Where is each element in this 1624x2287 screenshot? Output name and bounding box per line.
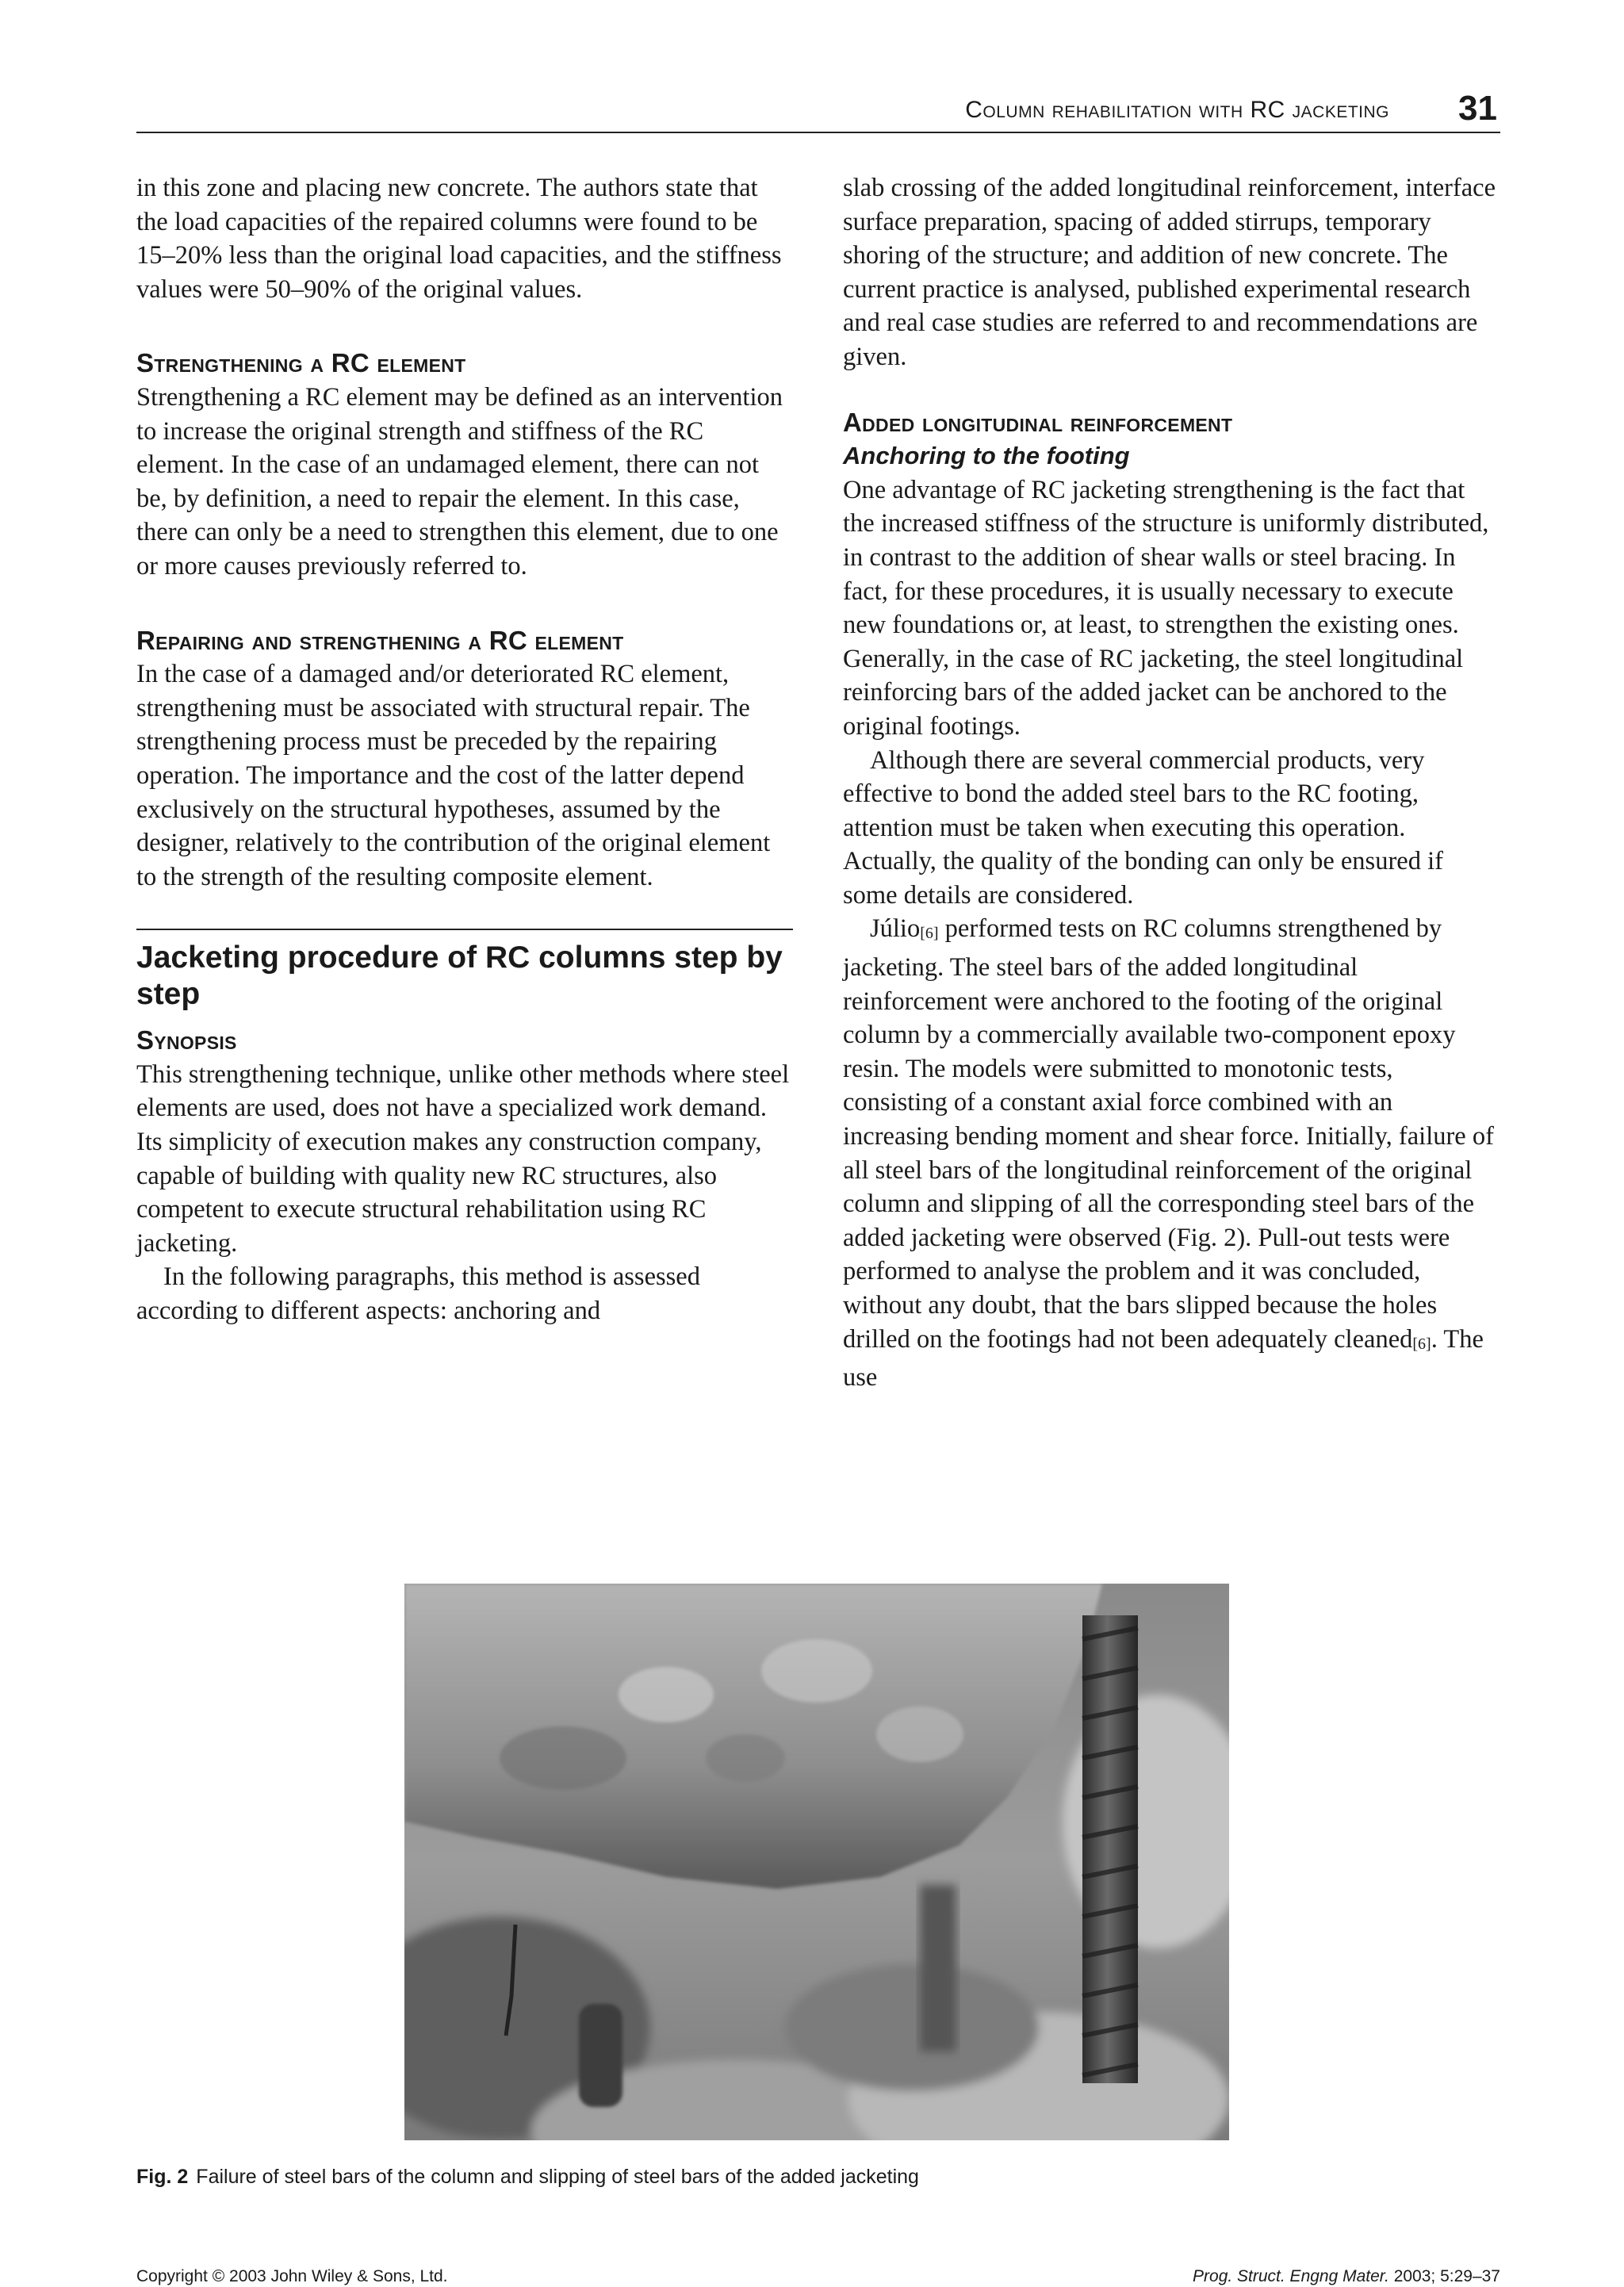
figure-caption	[136, 2163, 1500, 2190]
julio-tail: . The use	[843, 1324, 1484, 1393]
following-paragraph: In the following paragraphs, this method is assessed according to different aspects: anchoring and	[136, 1262, 700, 1326]
left-column	[136, 171, 793, 1328]
added-reinforcement-heading: Added longitudinal reinforcement	[843, 407, 1233, 437]
citation-ref: [6]	[920, 925, 939, 943]
section-divider	[136, 929, 793, 930]
author-name: Júlio	[870, 914, 921, 944]
julio-text: performed tests on RC columns strengthened by jacketing. The steel bars of the added longitudinal reinforcement were anchored to the footing of the original column by a commercially available two-component epoxy resin. The models were submitted to monotonic tests, consisting of a constant axial force combined with an increasing bending moment and shear force. Initially, failure of all steel bars of the longitudinal reinforcement of the original column and slipping of all the corresponding steel bars of the added jacketing were observed (Fig. 2). Pull-out tests were performed to analyse the problem and it was concluded, without any doubt, that the bars slipped because the holes drilled on the footings had not been adequately cleaned	[843, 914, 1494, 1354]
intro-paragraph: in this zone and placing new concrete. The authors state that the load capacities of the repaired columns were found to be 15–20% less than the original load capacities, and the stiffness values were 50–90% of the original values.	[136, 174, 782, 304]
section-title: Jacketing procedure of RC columns step by step	[136, 940, 783, 1012]
running-title: Column rehabilitation with RC jacketing	[965, 97, 1389, 123]
repairing-paragraph: In the case of a damaged and/or deteriorated RC element, strengthening must be associated with structural repair. The strengthening process must be preceded by the repairing operation. The importance and the cost of the latter depend exclusively on the structural hypotheses, assumed by the designer, relatively to the contribution of the original element to the strength of the resulting composite element.	[136, 660, 771, 891]
figure-photo	[404, 1584, 1229, 2140]
commercial-paragraph: Although there are several commercial products, very effective to bond the added steel bars to the RC footing, attention must be taken when executing this operation. Actually, the quality of the bonding can only be ensured if some details are considered.	[843, 745, 1443, 910]
strengthening-heading: Strengthening a RC element	[136, 348, 466, 378]
right-column	[843, 171, 1500, 1395]
strengthening-paragraph: Strengthening a RC element may be defined as an intervention to increase the original strength and stiffness of the RC element. In the case of an undamaged element, there can not be, by definition, a need to repair the element. In this case, there can only be a need to strengthen this element, due to one or more causes previously referred to.	[136, 382, 783, 580]
continuation-paragraph: slab crossing of the added longitudinal reinforcement, interface surface preparation, spacing of added stirrups, temporary shoring of the structure; and addition of new concrete. The current practice is analysed, published experimental research and real case studies are referred to and recommendations are given.	[843, 174, 1496, 371]
journal-citation	[1193, 2266, 1500, 2287]
julio-paragraph	[843, 912, 1500, 1394]
column-failure-photo	[404, 1584, 1229, 2140]
journal-volume: 2003; 5:29–37	[1388, 2267, 1500, 2285]
lower-bar	[579, 2004, 622, 2107]
journal-name: Prog. Struct. Engng Mater.	[1193, 2267, 1389, 2285]
synopsis-paragraph: This strengthening technique, unlike other methods where steel elements are used, does not have a specialized work demand. Its simplicity of execution makes any construction company, capable of building with quality new RC structures, also competent to execute structural rehabilitation using RC jacketing.	[136, 1059, 790, 1258]
anchoring-subheading: Anchoring to the footing	[843, 442, 1130, 470]
advantage-paragraph: One advantage of RC jacketing strengthening is the fact that the increased stiffness of the structure is uniformly distributed, in contrast to the addition of shear walls or steel bracing. In fact, for these procedures, it is usually necessary to execute new foundations or, at least, to strengthen the existing ones. Generally, in the case of RC jacketing, the steel longitudinal reinforcing bars of the added jacket can be anchored to the original footings.	[843, 475, 1489, 741]
figure-label: Fig. 2	[136, 2166, 189, 2188]
figure-caption-text: Failure of steel bars of the column and slipping of steel bars of the added jacketing	[196, 2166, 919, 2188]
ribbed-steel-bar	[1082, 1615, 1138, 2083]
repairing-heading: Repairing and strengthening a RC element	[136, 625, 624, 655]
copyright-notice: Copyright © 2003 John Wiley & Sons, Ltd.	[136, 2267, 448, 2285]
synopsis-heading: Synopsis	[136, 1025, 237, 1055]
citation-ref: [6]	[1412, 1335, 1431, 1353]
running-header	[136, 89, 1500, 133]
page-number: 31	[1458, 89, 1497, 128]
